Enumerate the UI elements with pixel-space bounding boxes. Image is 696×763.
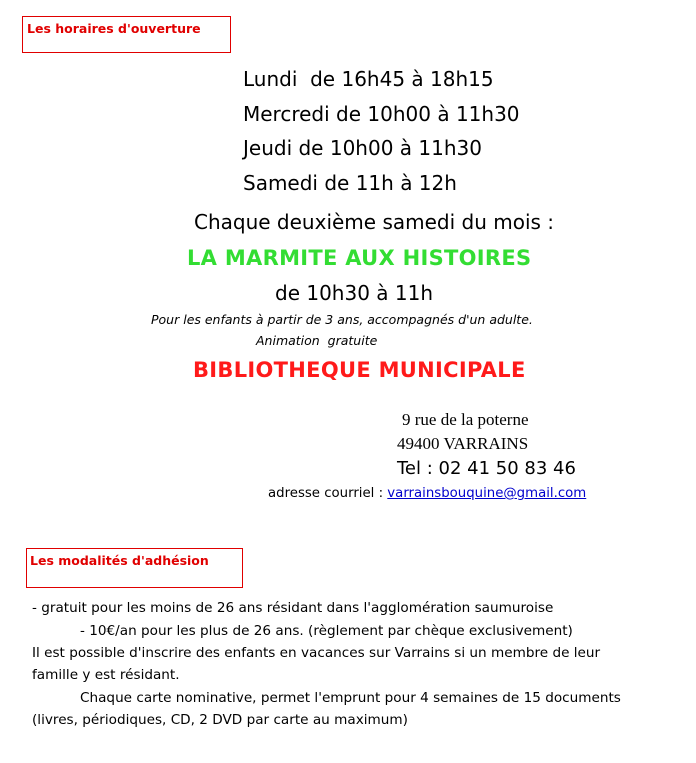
hours-section-title-box	[22, 16, 231, 53]
hours-list	[243, 62, 520, 200]
hours-section-title: Les horaires d'ouverture	[27, 21, 201, 36]
event-intro: Chaque deuxième samedi du mois :	[194, 210, 555, 234]
membership-section-title-box	[26, 548, 243, 588]
event-name: LA MARMITE AUX HISTOIRES	[187, 246, 532, 270]
email-link[interactable]: varrainsbouquine@gmail.com	[387, 486, 587, 501]
hours-thursday: Jeudi de 10h00 à 11h30	[243, 136, 482, 160]
event-note: Animation gratuite	[256, 333, 378, 348]
library-phone: Tel : 02 41 50 83 46	[397, 458, 576, 479]
hours-saturday: Samedi de 11h à 12h	[243, 170, 457, 195]
membership-line-5: Chaque carte nominative, permet l'emprunt pour 4 semaines de 15 documents	[80, 690, 621, 706]
hours-monday: Lundi de 16h45 à 18h15	[243, 67, 494, 91]
membership-line-3: Il est possible d'inscrire des enfants en vacances sur Varrains si un membre de leur	[32, 645, 601, 661]
membership-section-title: Les modalités d'adhésion	[30, 553, 209, 568]
email-label: adresse courriel :	[268, 486, 388, 501]
library-city: 49400 VARRAINS	[397, 434, 529, 453]
email-line	[268, 486, 586, 501]
event-time: de 10h30 à 11h	[275, 281, 434, 305]
membership-line-2: - 10€/an pour les plus de 26 ans. (règlement par chèque exclusivement)	[80, 623, 573, 639]
hours-wednesday: Mercredi de 10h00 à 11h30	[243, 101, 520, 126]
membership-line-4: famille y est résidant.	[32, 667, 180, 683]
membership-line-1: - gratuit pour les moins de 26 ans résidant dans l'agglomération saumuroise	[32, 600, 554, 616]
membership-line-6: (livres, périodiques, CD, 2 DVD par carte au maximum)	[32, 712, 408, 728]
library-name: BIBLIOTHEQUE MUNICIPALE	[193, 358, 526, 382]
library-street: 9 rue de la poterne	[402, 410, 529, 429]
event-audience: Pour les enfants à partir de 3 ans, accompagnés d'un adulte.	[151, 312, 533, 327]
